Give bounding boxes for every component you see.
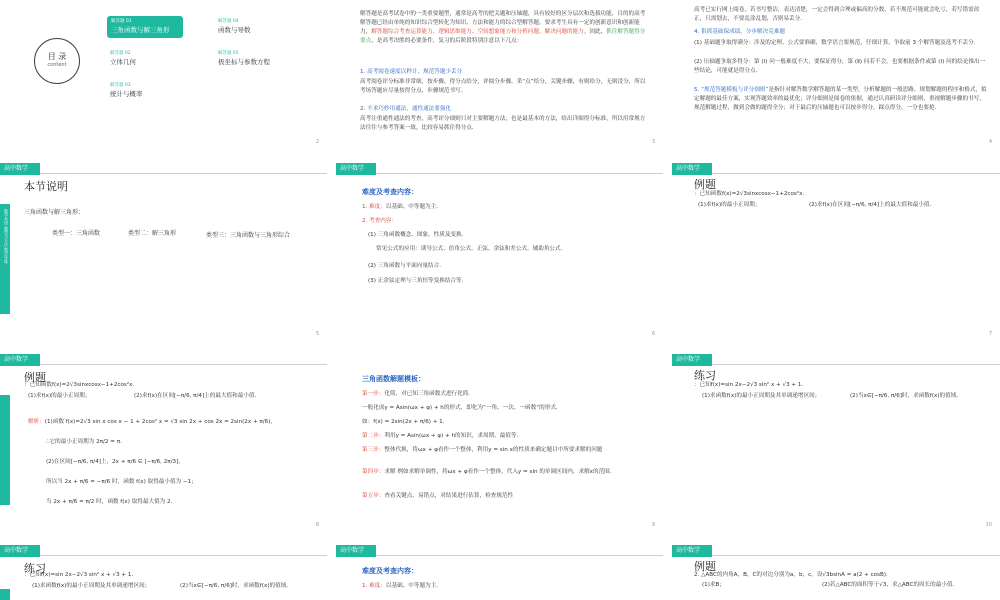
intro-text-a: 解答题是高考试卷中的一类重要题型，通常是高考的把关题和压轴题，具有较好的区分层次和选拔功能，目的的高考解答题已经由单纯的知识综合型转化为知识、方法和能力的综合型解答题。要求考生具有一定的创新意识和创新能力，	[360, 11, 646, 35]
difficulty-label: 1. 难度：	[362, 583, 386, 589]
slide-title: 本节说明	[24, 180, 68, 193]
toc-item-num: 解答题 05	[218, 51, 239, 56]
slide-title: 练习	[24, 562, 46, 575]
type-2: 类型二：解三角形	[128, 230, 177, 237]
slide-example-solution[interactable]	[0, 350, 327, 533]
solution-line-5: 当 2x + π/6 = π/2 时，函数 f(x) 取得最大值为 2．	[46, 499, 177, 505]
header-divider	[40, 173, 327, 174]
difficulty-heading: 难度及考查内容：	[362, 567, 418, 575]
difficulty-line-1	[362, 582, 442, 591]
toc-item-4[interactable]	[218, 18, 308, 40]
toc-item-num: 解答题 01	[111, 19, 132, 24]
content-line-1: (1) 三角函数概念、图象、性质及变换．	[368, 232, 468, 238]
step-1-text: 化简，对已知三角函数式进行化简．	[384, 391, 474, 397]
question-2: (2)当x∈[−π/6, π/6]时，求函数f(x)的值域．	[180, 583, 292, 589]
slide-toc[interactable]	[0, 0, 327, 150]
header-tag: 高中数学	[0, 545, 40, 557]
template-heading: 三角函数解题模板：	[362, 375, 425, 383]
tips-line-2: (2) 压轴题争取多得分：第 (Ⅰ) 问一般难度不大，要保证得分，第 (Ⅱ) 问若不会，也要根据条件或第 (Ⅰ) 问的结论推出一些结论，可能就是得分点．	[694, 59, 986, 74]
tips-line-3: 是指针对解答数学解答题的某一类型，分析解题的一般思路，规划解题的程序和格式，拟定解题的最佳方案，实现答题效率的最优化；评分细则是阅卷的依据，通过认真研读评分细则，重视解题步骤的书写，规范解题过程，做到会做的题得全分；对于最后的压轴题也可以按步得分，踩点得分，一分也要抢．	[694, 87, 987, 111]
toc-item-label: 统计与概率	[110, 90, 143, 98]
problem-statement: ：已知函数f(x)=2√3sinxcosx−1+2cos²x.	[694, 191, 805, 197]
page-number: 7	[988, 331, 992, 337]
slide-intro[interactable]	[336, 0, 663, 150]
section-subtitle: 三角函数与解三角形：	[24, 209, 85, 216]
slide-title: 例题	[24, 371, 46, 384]
slide-difficulty-2[interactable]	[336, 541, 663, 600]
header-tag: 高中数学	[0, 163, 40, 175]
header-divider	[712, 364, 1000, 365]
difficulty-line-1	[362, 203, 442, 212]
step-5-label: 第五步：	[362, 493, 385, 499]
intro-text-green: 抓住解答题得分要点	[360, 29, 646, 44]
tips-point-4: 4. 狠抓基础保成绩，分步解决克难题	[694, 29, 786, 35]
intro-point-2: 2. 不求巧妙用通法，通性通法要强化	[360, 106, 452, 112]
problem-statement: ：已知函数f(x)=2√3sinxcosx−1+2cos²x.	[24, 382, 135, 388]
toc-item-5[interactable]	[218, 50, 308, 72]
toc-item-num: 解答题 02	[110, 51, 131, 56]
slide-example-2[interactable]	[672, 541, 1000, 600]
tips-point-5-block	[694, 86, 990, 113]
difficulty-value: 以基础、中等题为主．	[385, 204, 442, 210]
slide-title: 例题	[694, 560, 716, 573]
toc-item-1[interactable]	[107, 16, 183, 38]
question-1: (1)求函数f(x)的最小正周期及其单调递增区间；	[32, 583, 151, 589]
solution-line-3: (2)在区间[−π/6, π/4]上，2x + π/6 ∈ [−π/6, 2π/3]，	[46, 459, 184, 465]
header-divider	[40, 364, 327, 365]
question-2: (2)若△ABC的面积等于√3，求△ABC的周长的最小值．	[822, 582, 959, 588]
toc-item-label: 极坐标与参数方程	[218, 58, 270, 66]
question-1: (1)求B；	[702, 582, 725, 588]
question-2: (2)当x∈[−π/6, π/6]时，求函数f(x)的值域．	[850, 393, 962, 399]
slide-title: 练习	[694, 369, 716, 382]
step-1-label: 第一步：	[362, 391, 385, 397]
tips-line-0: 高考已实行网上阅卷，若书写整洁，表达清楚，一定会得到合理或偏高的分数，若不规范可能就会吃亏，若写错需改正，只需划去，不要乱涂乱划，否则易丢分．	[694, 7, 980, 22]
problem-statement: ：已知f(x)=sin 2x−2√3 sin² x + √3 + 1.	[694, 382, 804, 388]
intro-point-2-text: 高考注重通性通法的考查，高考评分细则只对主要解题方法，也是最基本的方法，给出详细得分标准，所以用常规方法往往与参考答案一致，比较容易抓住得分点．	[360, 116, 646, 131]
slide-example-1[interactable]	[672, 159, 1000, 342]
solution-line-2: ∴它的最小正周期为 2π/2 = π．	[46, 439, 126, 445]
step-1-example: 如：f(x) = 2sin(2x + π/6) + 1.	[362, 419, 445, 425]
slide-title: 例题	[694, 178, 716, 191]
toc-subtitle: content	[47, 62, 67, 68]
toc-title: 目 录	[47, 52, 67, 61]
toc-item-3[interactable]	[110, 82, 186, 104]
intro-paragraph	[360, 10, 648, 46]
header-tag: 高中数学	[336, 545, 376, 557]
type-1: 类型一：三角函数	[52, 230, 101, 237]
difficulty-value: 以基础、中等题为主．	[385, 583, 442, 589]
step-2	[362, 432, 657, 441]
toc-item-label: 三角函数与解三角形	[111, 26, 170, 34]
header-divider	[712, 173, 1000, 174]
step-5-text: 查看关键点、易错点，对结果进行估算，检查规范性	[384, 493, 514, 499]
difficulty-label: 1. 难度：	[362, 204, 386, 210]
solution-line-1	[28, 418, 324, 427]
side-strip	[0, 589, 10, 600]
difficulty-heading: 难度及考查内容：	[362, 188, 418, 196]
intro-text-red: 解答题综合考查运算能力、逻辑思维能力、空间想象能力和分析问题、解决问题的能力	[371, 29, 584, 35]
slide-difficulty[interactable]	[336, 159, 663, 342]
intro-point-1: 1. 高考阅卷速度以秒计，规范答题少丢分	[360, 69, 463, 75]
header-tag: 高中数学	[336, 163, 376, 175]
step-4-text: 求解 例如求解单调性，将ωx + φ看作一个整体，代入y = sin 的单调区间内，求解x的范围．	[384, 469, 616, 475]
intro-text-b: 。因此，	[583, 29, 607, 35]
header-tag: 高中数学	[0, 354, 40, 366]
slide-practice-2[interactable]	[0, 541, 327, 600]
page-number: 8	[315, 522, 319, 528]
step-4	[362, 468, 657, 477]
page-number: 3	[651, 139, 655, 145]
step-5	[362, 492, 657, 501]
page-number: 2	[315, 139, 319, 145]
page-number: 4	[988, 139, 992, 145]
header-divider	[376, 555, 663, 556]
content-line-4: (3) 正余弦定理与三角恒等变换结合等．	[368, 278, 468, 284]
question-1: (1)求函数f(x)的最小正周期及其单调递增区间；	[702, 393, 821, 399]
slide-practice-1[interactable]	[672, 350, 1000, 533]
content-line-3: (2) 三角函数与平面向量结合．	[368, 263, 445, 269]
step-4-label: 第四步：	[362, 469, 385, 475]
toc-item-num: 解答题 04	[218, 19, 239, 24]
page-number: 10	[985, 522, 992, 528]
toc-circle	[34, 38, 80, 84]
problem-statement: ：已知f(x)=sin 2x−2√3 sin² x + √3 + 1.	[24, 572, 134, 578]
step-3-label: 第三步：	[362, 447, 385, 453]
slide-tips[interactable]	[672, 0, 1000, 150]
question-2: (2)求f(x)在区间[−π/6, π/4]上的最大值和最小值．	[809, 202, 936, 208]
toc-item-label: 立体几何	[110, 58, 136, 66]
toc-item-2[interactable]	[110, 50, 186, 72]
step-3	[362, 446, 657, 455]
step-2-label: 第二步：	[362, 433, 385, 439]
step-3-text: 整体代换，将ωx + φ看作一个整体，利用y = sin x的性质来确定题目中所要求解的问题	[384, 447, 603, 453]
intro-point-1-text: 高考阅卷评分标准非常细，按步骤、得分点给分，评阅分步骤、采“点”给分，关键步骤，有则给分，无则没分，所以考场答题应尽量按得分点、步骤规范书写。	[360, 79, 646, 94]
toc-item-label: 函数与导数	[218, 26, 251, 34]
header-divider	[712, 555, 1000, 556]
page-number: 5	[315, 331, 319, 337]
tips-point-5: 5. “规范答题模板与评分细则”	[694, 87, 769, 93]
step-1-detail: 一般化成y = Asin(ωx + φ) + h的形式，即化为“一角、一次、一函数”的形式．	[362, 405, 562, 411]
step-1	[362, 390, 657, 399]
question-1: (1)求f(x)的最小正周期；	[28, 393, 91, 399]
header-divider	[376, 173, 663, 174]
header-tag: 高中数学	[672, 163, 712, 175]
solution-label: 解析：	[28, 419, 45, 425]
header-tag: 高中数学	[672, 354, 712, 366]
question-2: (2)求f(x)在区间[−π/6, π/4]上的最大值和最小值．	[134, 393, 261, 399]
problem-statement: 2. △ABC的内角A，B，C的对边分别为a，b，c，设√3bsinA = a(2 + cosB).	[694, 572, 888, 578]
intro-text-c: ，是高考决胜的必要条件，复习的后阶段特别注意以下几点：	[371, 38, 523, 44]
page-number: 6	[651, 331, 655, 337]
page-number: 9	[651, 522, 655, 528]
header-tag: 高中数学	[672, 545, 712, 557]
solution-line-4: 所以当 2x + π/6 = −π/6 时，函数 f(x) 取得最小值为 −1；	[46, 479, 197, 485]
side-strip	[0, 395, 10, 505]
content-label: 2. 考查内容：	[362, 218, 398, 224]
toc-item-num: 解答题 03	[110, 83, 131, 88]
type-3: 类型三：三角函数与三角形综合	[206, 232, 291, 239]
header-divider	[40, 555, 327, 556]
tips-line-1: (1) 基础题争取得满分：涉及的定理、公式要准确，数学语言要规范，仔细计算，争取前 3 个解答题及选考不丢分．	[694, 40, 980, 46]
step-2-text: 利用y = Asin(ωx + φ) + h的知识，求周期、最值等．	[384, 433, 523, 439]
slide-template[interactable]	[336, 350, 663, 533]
solution-text-1: (1)函数 f(x)=2√3 sin x cos x − 1 + 2cos² x = √3 sin 2x + cos 2x = 2sin(2x + π/6)，	[44, 419, 277, 425]
content-line-2: 常见公式的应用：诱导公式、倍角公式、正弦、余弦和差公式、辅助角公式．	[376, 246, 567, 252]
question-1: (1)求f(x)的最小正周期；	[698, 202, 761, 208]
side-strip-text: 数学术语 题型与方法 数学导练	[4, 209, 9, 264]
slide-section-note[interactable]	[0, 159, 327, 342]
